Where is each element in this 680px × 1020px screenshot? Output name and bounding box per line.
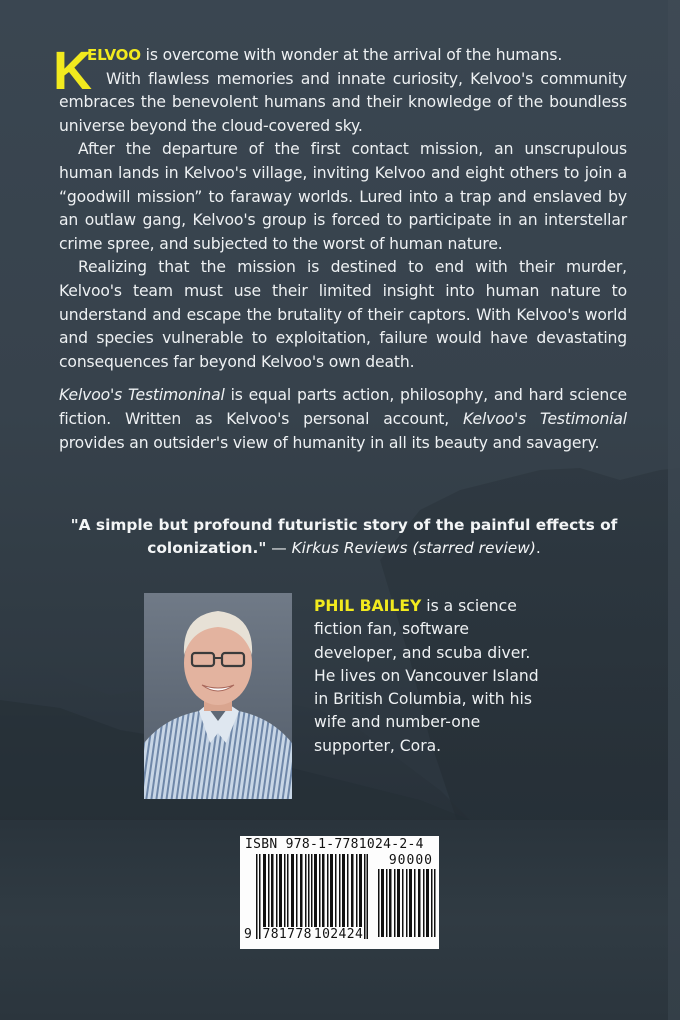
blurb-paragraph-5-end: provides an outsider's view of humanity in all its beauty and savagery. — [59, 433, 600, 452]
price-code: 90000 — [388, 853, 433, 868]
ean-group-1: 781778 — [262, 927, 312, 942]
author-name: PHIL BAILEY — [314, 597, 422, 615]
review-end: . — [535, 539, 541, 557]
ean-digits — [243, 927, 364, 942]
blurb-paragraph-5-text: is equal parts action, philosophy, and hard science fiction. Written as Kelvoo's personal account, — [59, 386, 627, 428]
blurb-paragraph-2-text: With flawless memories and innate curiosity, Kelvoo's community embraces the benevolent humans and their knowledge of the boundless universe beyond the cloud-covered sky. — [59, 69, 627, 135]
ean-group-2: 102424 — [313, 927, 364, 942]
blurb-opening-line — [59, 44, 627, 68]
ean-first-digit: 9 — [244, 927, 253, 942]
book-title-italic: Kelvoo's Testimoninal — [59, 386, 225, 405]
book-title-italic-2: Kelvoo's Testimonial — [463, 409, 627, 428]
author-portrait-icon — [144, 593, 292, 799]
isbn-barcode — [240, 836, 439, 949]
blurb-paragraph-4: Realizing that the mission is destined to end with their murder, Kelvoo's team must use their limited insight into human nature to understand and escape the brutality of their captors. With Kelvoo's world and species vulnerable to exploitation, failure would have devastating consequences far beyond Kelvoo's own death. — [59, 258, 627, 371]
spine-edge — [668, 0, 680, 1020]
price-addon-barcode-bars — [378, 869, 436, 937]
blurb-paragraph-5 — [59, 384, 627, 455]
review-dash: — — [266, 539, 292, 557]
drop-cap-letter: K — [53, 41, 92, 101]
author-bio-text: is a science fiction fan, software developer, and scuba diver. He lives on Vancouver Island in British Columbia, with his wife and number-one supporter, Cora. — [314, 597, 539, 755]
author-bio — [314, 595, 544, 758]
kelvoo-name-highlight: ELVOO — [87, 46, 141, 64]
author-photo — [144, 593, 292, 799]
review-source: Kirkus Reviews (starred review) — [291, 539, 536, 557]
isbn-number: ISBN 978-1-7781024-2-4 — [245, 837, 424, 852]
review-quote-text: "A simple but profound futuristic story of the painful effects of colonization." — [70, 516, 618, 557]
blurb — [53, 41, 627, 455]
blurb-paragraph-3: After the departure of the first contact mission, an unscrupulous human lands in Kelvoo's village, inviting Kelvoo and eight others to join a “goodwill mission” to faraway worlds. Lured into a trap and enslaved by an outlaw gang, Kelvoo's group is forced to participate in an interstellar crime spree, and subjected to the worst of human nature. — [59, 140, 627, 253]
blurb-paragraph-2 — [59, 68, 627, 139]
review-quote — [60, 514, 628, 560]
blurb-paragraph-1 — [53, 41, 627, 138]
blurb-opening-text: is overcome with wonder at the arrival of the humans. — [140, 46, 563, 64]
